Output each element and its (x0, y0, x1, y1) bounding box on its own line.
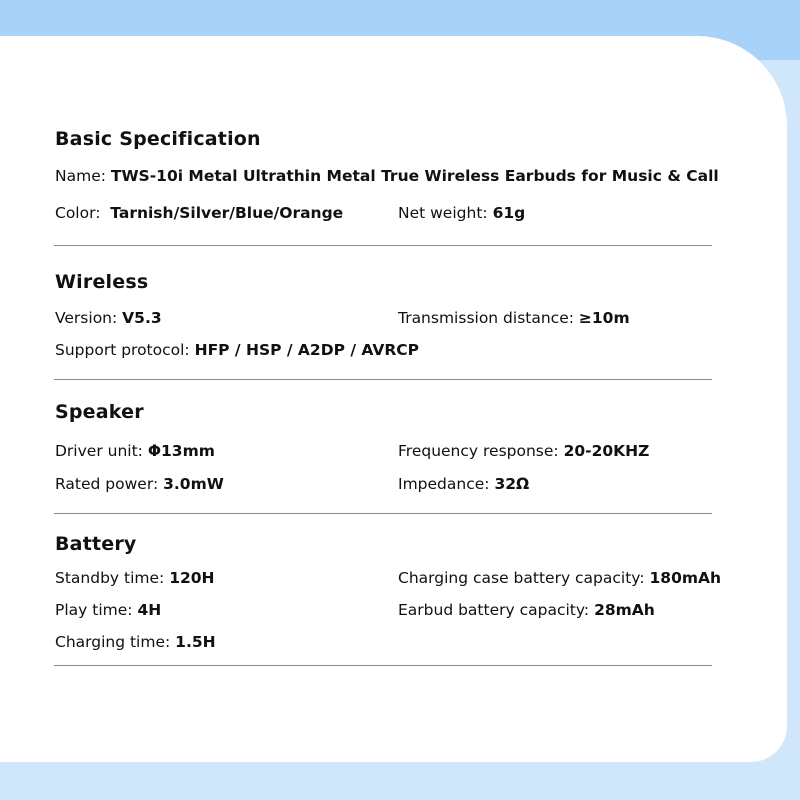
spec-value: 61g (492, 204, 526, 222)
spec-value: ≥10m (578, 309, 630, 327)
spec-value: TWS-10i Metal Ultrathin Metal True Wireless Earbuds for Music & Call (110, 167, 719, 185)
spec-row-earbud-capacity (398, 601, 655, 619)
section-divider (54, 245, 712, 246)
spec-row-distance (398, 309, 630, 327)
spec-label: Impedance: (398, 475, 490, 493)
spec-value: 120H (169, 569, 215, 587)
spec-row-weight (398, 204, 525, 222)
spec-label: Name: (55, 167, 106, 185)
spec-row-standby (55, 569, 215, 587)
spec-label: Rated power: (55, 475, 159, 493)
spec-value: Φ13mm (147, 442, 215, 460)
spec-value: HFP / HSP / A2DP / AVRCP (194, 341, 419, 359)
spec-label: Play time: (55, 601, 133, 619)
spec-value: V5.3 (122, 309, 162, 327)
spec-row-protocol (55, 341, 419, 359)
spec-row-color (55, 204, 343, 222)
spec-value: 180mAh (649, 569, 722, 587)
spec-row-driver (55, 442, 215, 460)
spec-value: 20-20KHZ (563, 442, 650, 460)
spec-row-impedance (398, 475, 529, 493)
section-title-battery: Battery (55, 533, 137, 555)
spec-card (0, 36, 787, 762)
spec-label: Charging case battery capacity: (398, 569, 645, 587)
section-title-basic: Basic Specification (55, 128, 261, 150)
spec-label: Net weight: (398, 204, 488, 222)
section-divider (54, 665, 712, 666)
spec-label: Charging time: (55, 633, 171, 651)
spec-label: Version: (55, 309, 118, 327)
section-title-speaker: Speaker (55, 401, 144, 423)
spec-value: 32Ω (494, 475, 530, 493)
spec-label: Earbud battery capacity: (398, 601, 590, 619)
spec-row-charging (55, 633, 216, 651)
spec-row-name (55, 167, 719, 185)
spec-value: 4H (137, 601, 162, 619)
spec-value: Tarnish/Silver/Blue/Orange (110, 204, 344, 222)
spec-label: Standby time: (55, 569, 165, 587)
spec-label: Color: (55, 204, 101, 222)
spec-value: 3.0mW (163, 475, 224, 493)
spec-label: Support protocol: (55, 341, 190, 359)
section-title-wireless: Wireless (55, 271, 149, 293)
spec-value: 28mAh (594, 601, 655, 619)
spec-label: Transmission distance: (398, 309, 574, 327)
spec-row-power (55, 475, 224, 493)
section-divider (54, 379, 712, 380)
spec-label: Frequency response: (398, 442, 559, 460)
spec-label: Driver unit: (55, 442, 143, 460)
spec-value: 1.5H (175, 633, 216, 651)
spec-row-frequency (398, 442, 649, 460)
spec-row-play (55, 601, 161, 619)
spec-row-case-capacity (398, 569, 721, 587)
spec-row-version (55, 309, 162, 327)
section-divider (54, 513, 712, 514)
